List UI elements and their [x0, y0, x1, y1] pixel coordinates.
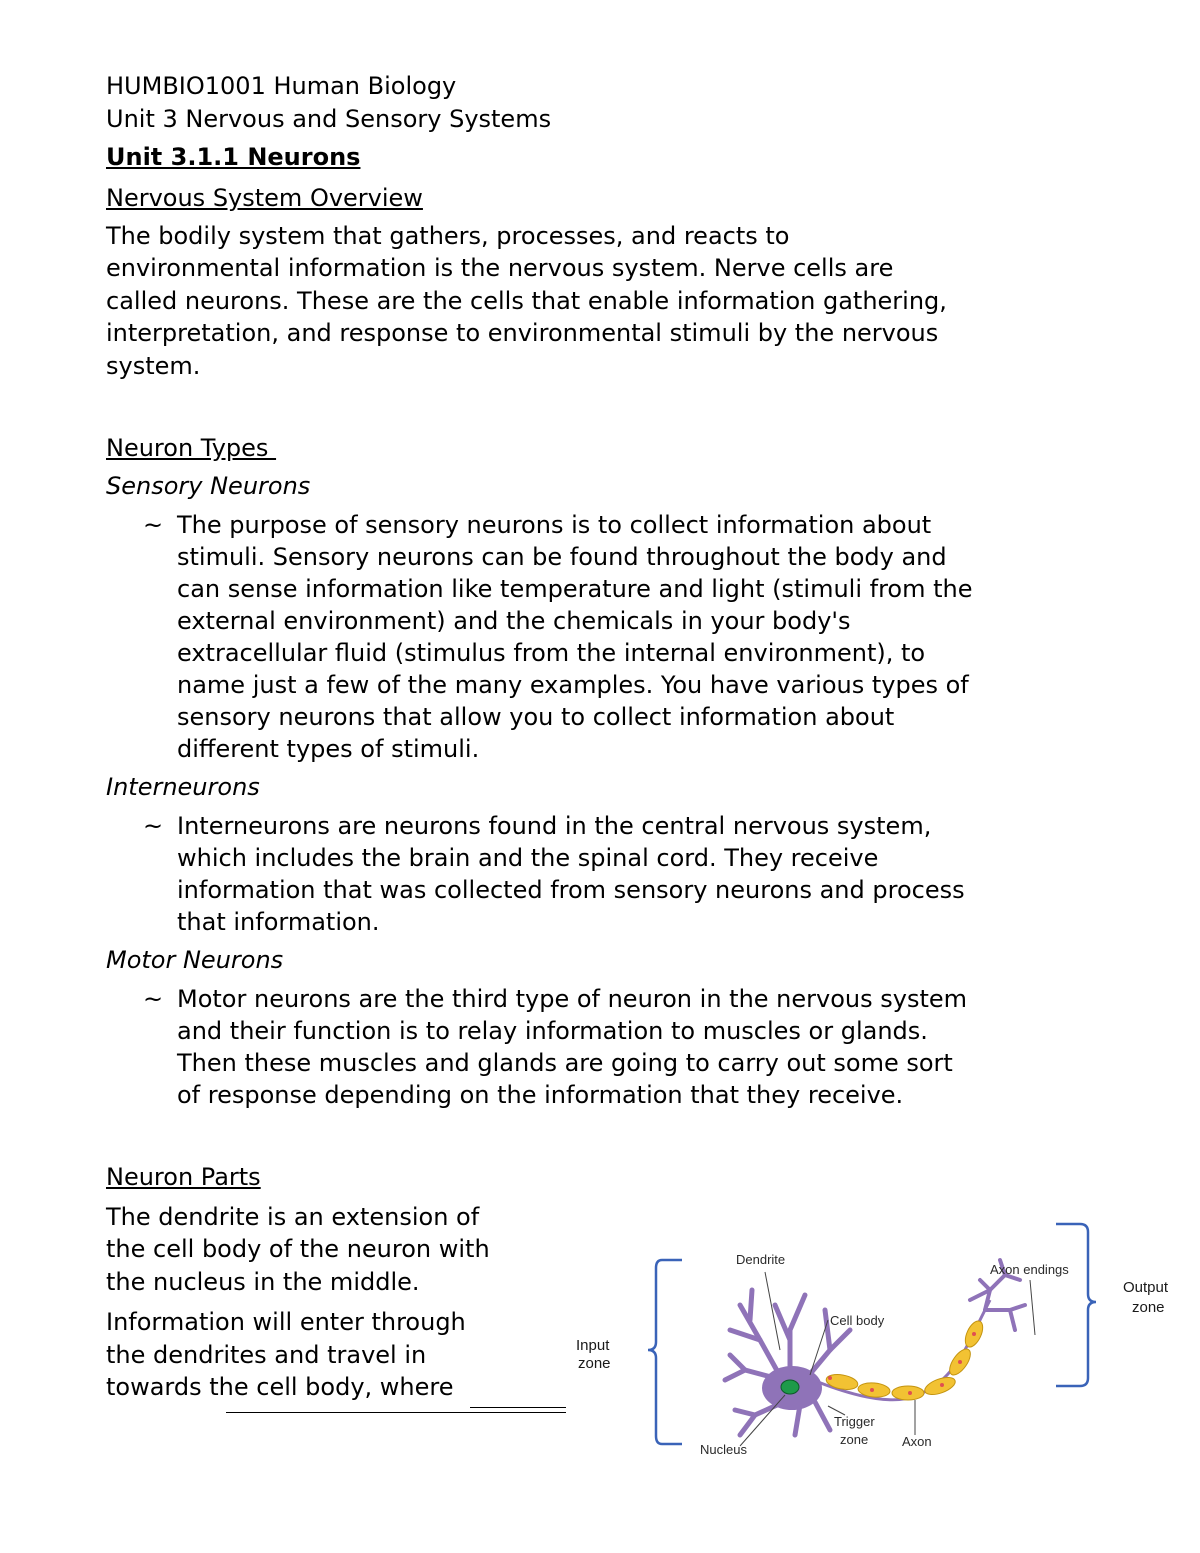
bullet-line: information that was collected from sensory neurons and process — [177, 876, 965, 905]
label-input-zone-1: Input — [576, 1337, 610, 1354]
neuron-diagram — [560, 1210, 1200, 1470]
bullet-line: different types of stimuli. — [177, 735, 480, 764]
parts-line: towards the cell body, where — [106, 1373, 454, 1402]
motor-bullet — [106, 983, 1096, 1111]
label-cell-body: Cell body — [830, 1313, 885, 1328]
underline-rule — [226, 1412, 566, 1413]
label-trigger-zone-1: Trigger — [834, 1414, 875, 1429]
nucleus — [781, 1380, 799, 1394]
overview-line: called neurons. These are the cells that enable information gathering, — [106, 286, 947, 315]
bullet-line: extracellular fluid (stimulus from the internal environment), to — [177, 639, 926, 668]
parts-line: the nucleus in the middle. — [106, 1267, 420, 1296]
label-axon: Axon — [902, 1434, 932, 1449]
bullet-line: which includes the brain and the spinal cord. They receive — [177, 844, 879, 873]
bullet-line: stimuli. Sensory neurons can be found throughout the body and — [177, 543, 947, 572]
sensory-neurons-heading: Sensory Neurons — [106, 472, 311, 501]
unit-title: Unit 3 Nervous and Sensory Systems — [106, 105, 552, 133]
label-input-zone-2: zone — [578, 1355, 611, 1372]
label-dendrite: Dendrite — [736, 1252, 786, 1267]
bullet-line: external environment) and the chemicals in your body's — [177, 607, 851, 636]
overview-heading: Nervous System Overview — [106, 184, 423, 212]
course-title: HUMBIO1001 Human Biology — [106, 72, 457, 100]
parts-line: Information will enter through — [106, 1308, 466, 1337]
interneurons-bullet — [106, 810, 1096, 938]
overview-line: interpretation, and response to environmental stimuli by the nervous — [106, 319, 939, 348]
overview-line: The bodily system that gathers, processes, and reacts to — [106, 222, 790, 250]
bullet-line: and their function is to relay information to muscles or glands. — [177, 1017, 928, 1046]
section-title: Unit 3.1.1 Neurons — [106, 143, 361, 171]
underline-rule — [470, 1407, 566, 1408]
bullet-tilde: ~ — [143, 985, 164, 1014]
parts-line: The dendrite is an extension of — [106, 1203, 480, 1231]
interneurons-heading: Interneurons — [106, 773, 260, 802]
neuron-types-heading: Neuron Types — [106, 434, 277, 463]
neuron-parts-text — [106, 1201, 566, 1411]
bullet-line: The purpose of sensory neurons is to collect information about — [177, 511, 932, 540]
bullet-line: sensory neurons that allow you to collect information about — [177, 703, 895, 732]
label-trigger-zone-2: zone — [840, 1432, 869, 1447]
bullet-line: Interneurons are neurons found in the central nervous system, — [177, 812, 932, 841]
label-output-zone-1: Output — [1123, 1279, 1169, 1296]
parts-paragraph-1 — [106, 1201, 566, 1298]
parts-line: the dendrites and travel in — [106, 1340, 427, 1369]
input-zone-bracket — [648, 1260, 682, 1444]
bullet-tilde: ~ — [143, 511, 164, 540]
bullet-line: name just a few of the many examples. You have various types of — [177, 671, 969, 700]
overview-line: system. — [106, 351, 201, 380]
bullet-line: Then these muscles and glands are going to carry out some sort — [177, 1049, 953, 1078]
label-nucleus: Nucleus — [700, 1442, 747, 1457]
label-output-zone-2: zone — [1132, 1299, 1165, 1316]
dendrites — [725, 1290, 850, 1435]
bullet-tilde: ~ — [143, 812, 164, 841]
bullet-line: that information. — [177, 908, 380, 937]
neuron-parts-heading: Neuron Parts — [106, 1163, 261, 1192]
output-zone-bracket — [1056, 1224, 1096, 1386]
label-axon-endings: Axon endings — [990, 1262, 1069, 1277]
document-page — [106, 70, 1096, 1193]
sensory-bullet — [106, 509, 1096, 765]
overview-paragraph — [106, 220, 1096, 382]
bullet-line: Motor neurons are the third type of neuron in the nervous system — [177, 985, 968, 1014]
parts-line: the cell body of the neuron with — [106, 1235, 490, 1264]
overview-line: environmental information is the nervous system. Nerve cells are — [106, 254, 894, 283]
parts-paragraph-2 — [106, 1306, 566, 1403]
bullet-line: of response depending on the information that they receive. — [177, 1081, 904, 1110]
bullet-line: can sense information like temperature and light (stimuli from the — [177, 575, 973, 604]
motor-neurons-heading: Motor Neurons — [106, 946, 284, 975]
